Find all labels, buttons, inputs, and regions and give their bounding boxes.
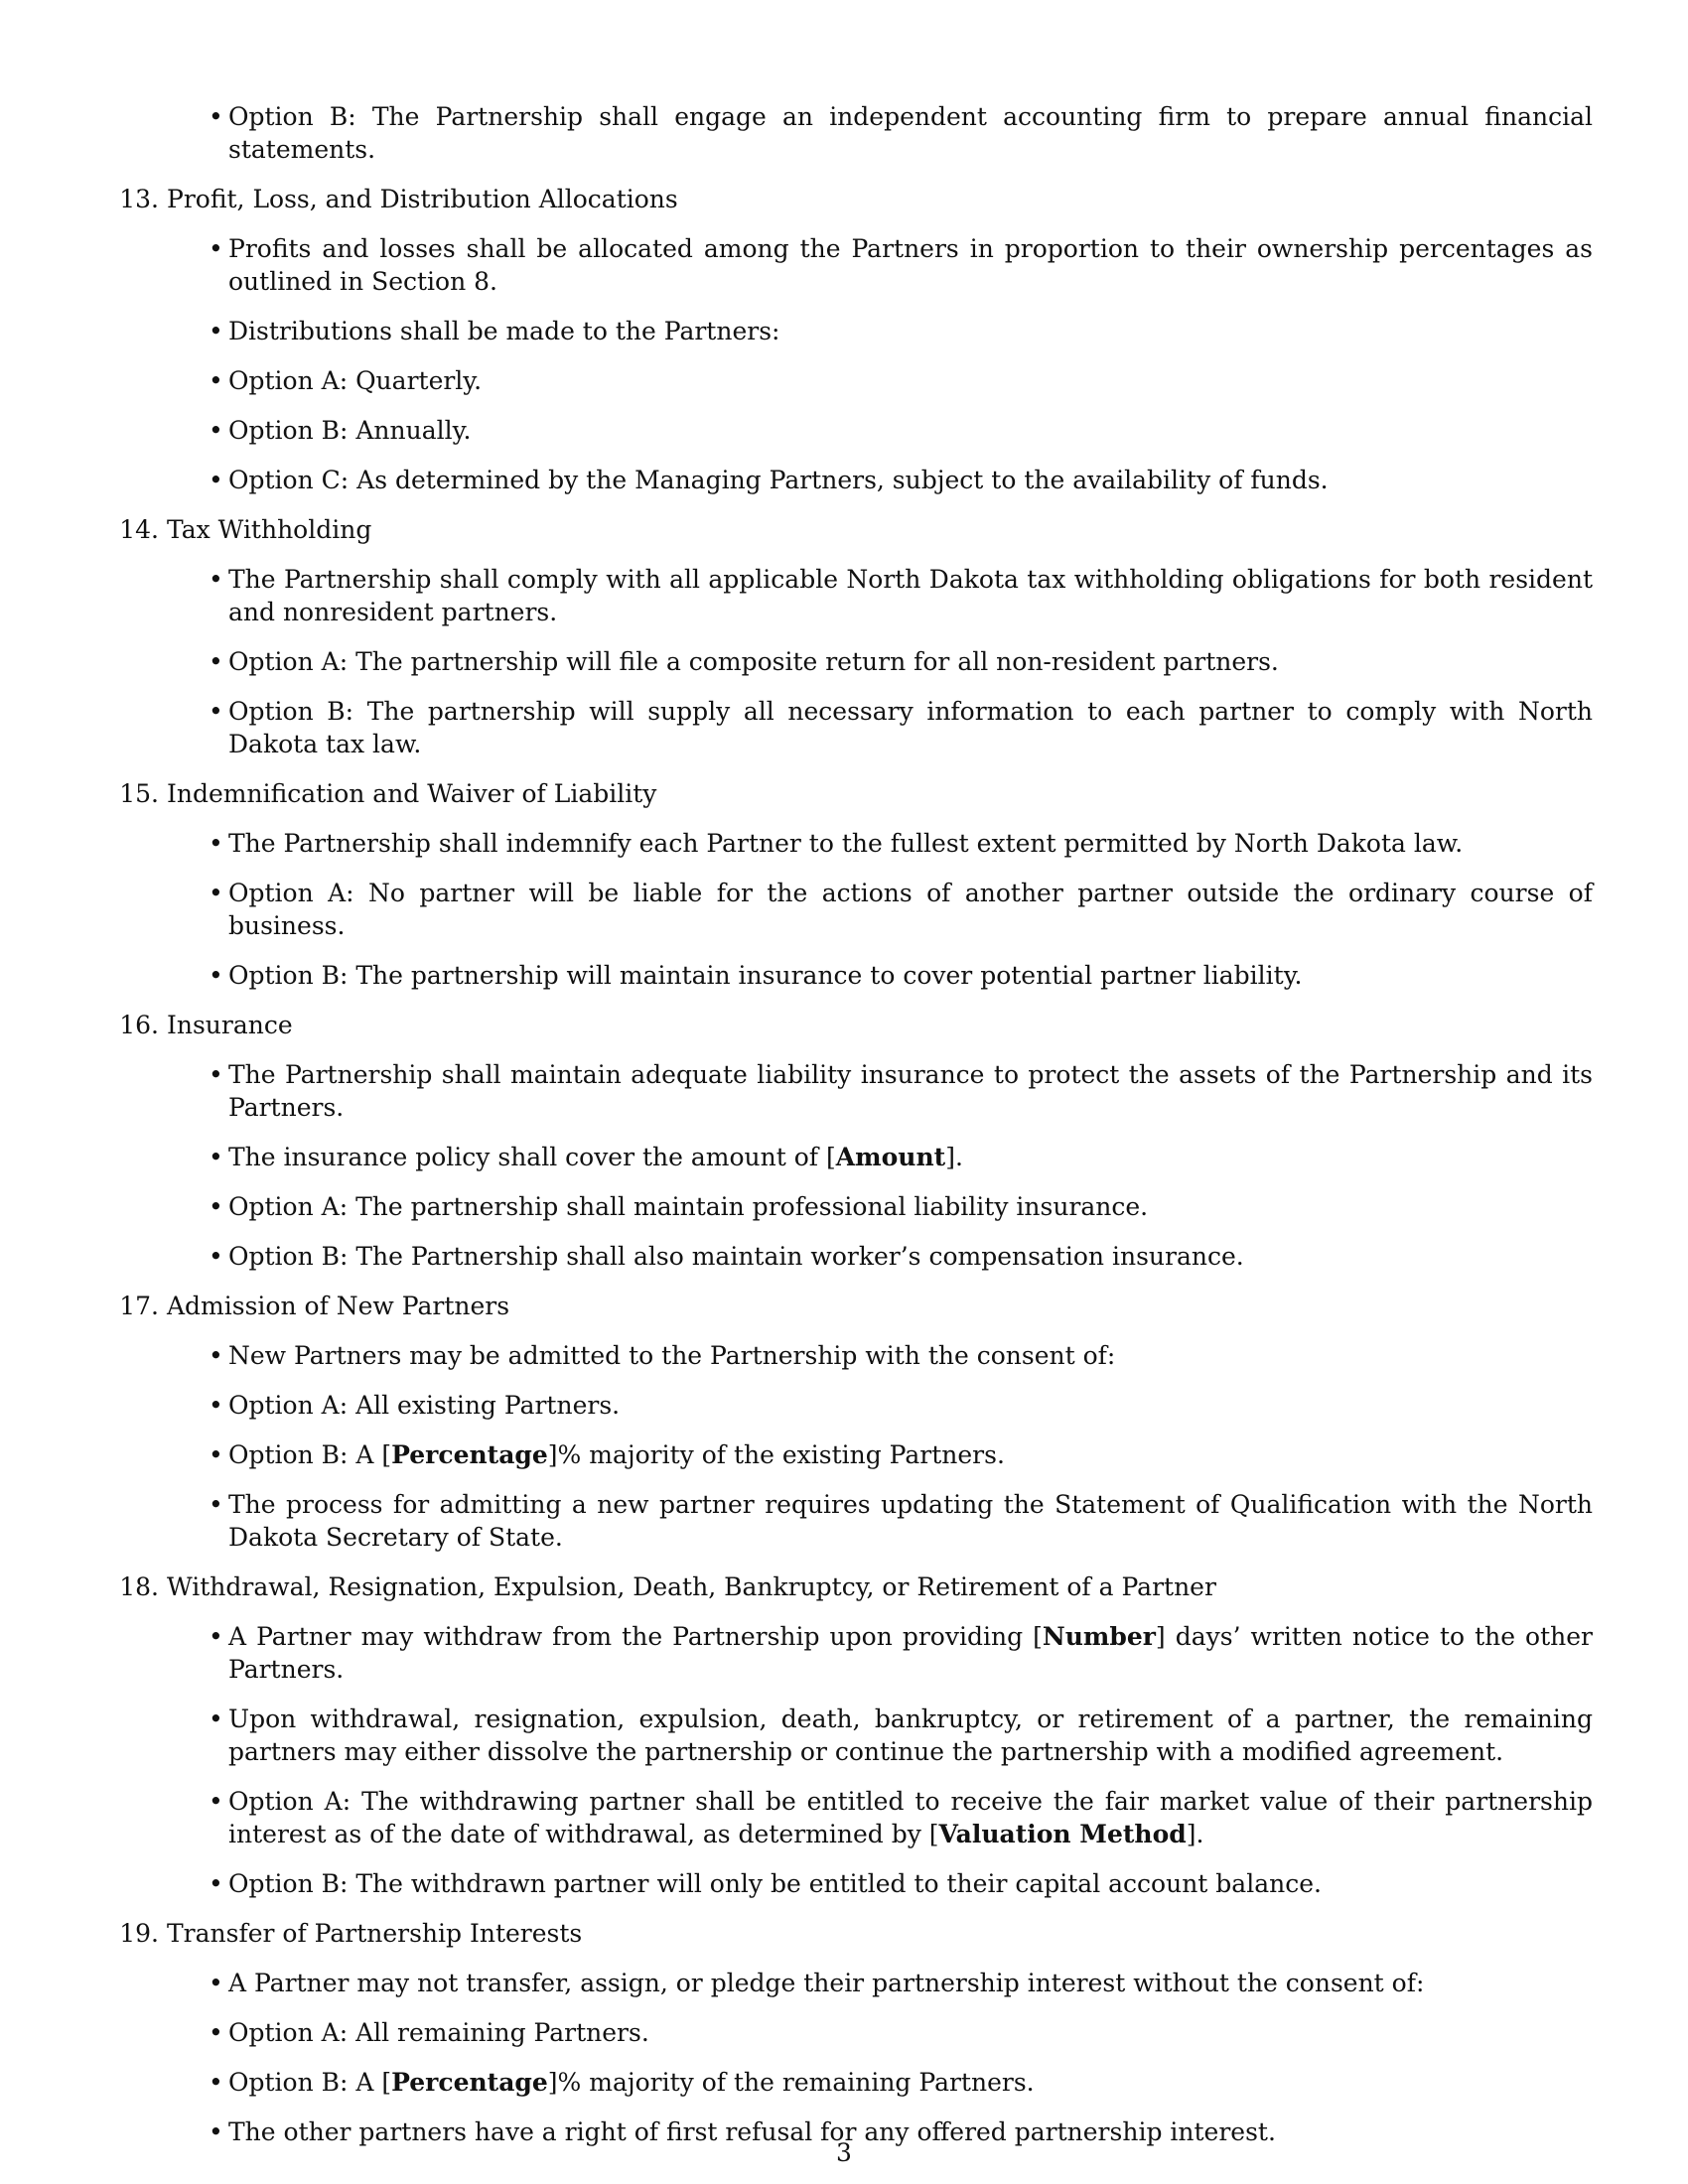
section-number: 13. xyxy=(119,185,159,213)
list-item xyxy=(167,563,1593,628)
list-item xyxy=(167,100,1593,166)
list-item-text: The Partnership shall comply with all applicable North Dakota tax withholding obligations for both resident and nonresident partners. xyxy=(228,565,1593,626)
list-item-text: Option B: A [ xyxy=(228,2068,392,2097)
section-title: Tax Withholding xyxy=(167,515,372,544)
list-item-text: The other partners have a right of first refusal for any offered partnership interest. xyxy=(228,2117,1276,2146)
list-item xyxy=(167,1141,1593,1173)
section-17 xyxy=(119,1290,1593,1554)
list-item-text: Option A: No partner will be liable for the actions of another partner outside the ordinary course of business. xyxy=(228,879,1593,940)
section-number: 14. xyxy=(119,515,159,544)
list-item-text: The process for admitting a new partner requires updating the Statement of Qualification with the North Dakota Secretary of State. xyxy=(228,1490,1593,1552)
section-number: 18. xyxy=(119,1572,159,1601)
section-heading xyxy=(119,183,1593,215)
list-item xyxy=(167,1438,1593,1471)
section-title: Insurance xyxy=(167,1011,293,1039)
list-item-text: Option A: All existing Partners. xyxy=(228,1391,621,1420)
list-item-text: Profits and losses shall be allocated among the Partners in proportion to their ownership percentages as outlined in Section 8. xyxy=(228,234,1593,296)
list-item-text: Option B: Annually. xyxy=(228,416,472,445)
list-item-text: Option B: The Partnership shall engage an independent accounting firm to prepare annual financial statements. xyxy=(228,102,1593,164)
section-title: Profit, Loss, and Distribution Allocations xyxy=(167,185,678,213)
list-item-text: Upon withdrawal, resignation, expulsion, death, bankruptcy, or retirement of a partner, the remaining partners may either dissolve the partnership or continue the partnership with a modified agreement. xyxy=(228,1705,1593,1766)
list-item xyxy=(167,2066,1593,2099)
bullet-list xyxy=(167,1620,1593,1900)
list-item-text: The insurance policy shall cover the amount of [ xyxy=(228,1143,836,1171)
section-16 xyxy=(119,1009,1593,1273)
list-item xyxy=(167,1620,1593,1686)
list-item xyxy=(167,877,1593,942)
section-14 xyxy=(119,513,1593,760)
list-item xyxy=(167,1190,1593,1223)
placeholder-field: Valuation Method xyxy=(938,1820,1187,1848)
section-15 xyxy=(119,777,1593,992)
list-item-text: Option C: As determined by the Managing Partners, subject to the availability of funds. xyxy=(228,466,1329,494)
bullet-list xyxy=(167,1339,1593,1554)
section-heading xyxy=(119,1009,1593,1041)
placeholder-field: Amount xyxy=(835,1143,946,1171)
list-item-text: Option A: The partnership will file a composite return for all non-resident partners. xyxy=(228,647,1279,676)
bullet-list xyxy=(167,827,1593,992)
list-item xyxy=(167,1867,1593,1900)
list-item xyxy=(167,1339,1593,1372)
section-19 xyxy=(119,1917,1593,2148)
document-body xyxy=(119,100,1593,2165)
list-item-text: The Partnership shall maintain adequate liability insurance to protect the assets of the Partnership and its Partners. xyxy=(228,1060,1593,1122)
list-item xyxy=(167,464,1593,496)
list-item xyxy=(167,959,1593,992)
list-item xyxy=(167,645,1593,678)
placeholder-field: Percentage xyxy=(391,1440,548,1469)
section-number: 17. xyxy=(119,1292,159,1320)
list-item xyxy=(167,1488,1593,1554)
section-title: Admission of New Partners xyxy=(167,1292,510,1320)
placeholder-field: Percentage xyxy=(391,2068,548,2097)
section-heading xyxy=(119,1570,1593,1603)
section-title: Transfer of Partnership Interests xyxy=(167,1919,583,1948)
bullet-list xyxy=(167,232,1593,496)
list-item-text: Option B: The partnership will supply all necessary information to each partner to comply with North Dakota tax law. xyxy=(228,697,1593,758)
list-item-text: ] days’ written notice to the other Partners. xyxy=(228,1622,1593,1684)
section-heading xyxy=(119,777,1593,810)
list-item-text: A Partner may withdraw from the Partnership upon providing [ xyxy=(228,1622,1043,1651)
section-heading xyxy=(119,1290,1593,1322)
placeholder-field: Number xyxy=(1042,1622,1156,1651)
list-item-text: The Partnership shall indemnify each Partner to the fullest extent permitted by North Dakota law. xyxy=(228,829,1464,858)
list-item-text: ]% majority of the remaining Partners. xyxy=(547,2068,1035,2097)
section-number: 19. xyxy=(119,1919,159,1948)
list-item-text: ]. xyxy=(1186,1820,1204,1848)
list-item-text: Option A: The partnership shall maintain professional liability insurance. xyxy=(228,1192,1149,1221)
section-title: Indemnification and Waiver of Liability xyxy=(167,779,657,808)
list-item xyxy=(167,364,1593,397)
section-13 xyxy=(119,183,1593,496)
section-heading xyxy=(119,513,1593,546)
section-title: Withdrawal, Resignation, Expulsion, Death, Bankruptcy, or Retirement of a Partner xyxy=(167,1572,1216,1601)
list-item xyxy=(167,1967,1593,1999)
list-item-text: Option B: The withdrawn partner will only be entitled to their capital account balance. xyxy=(228,1869,1322,1898)
list-item-text: Option A: All remaining Partners. xyxy=(228,2018,649,2047)
section-18 xyxy=(119,1570,1593,1900)
bullet-list xyxy=(167,1967,1593,2148)
section-number: 16. xyxy=(119,1011,159,1039)
list-item-text: Option B: A [ xyxy=(228,1440,392,1469)
list-item xyxy=(167,1703,1593,1768)
list-item xyxy=(167,827,1593,860)
bullet-list xyxy=(167,563,1593,760)
list-item xyxy=(167,1058,1593,1124)
list-item-text: A Partner may not transfer, assign, or pledge their partnership interest without the consent of: xyxy=(228,1969,1425,1997)
list-item xyxy=(167,2016,1593,2049)
list-item xyxy=(167,1240,1593,1273)
list-item-text: Option B: The partnership will maintain insurance to cover potential partner liability. xyxy=(228,961,1303,990)
list-item-text: ]% majority of the existing Partners. xyxy=(547,1440,1005,1469)
list-item xyxy=(167,695,1593,760)
list-item-text: Distributions shall be made to the Partners: xyxy=(228,317,780,345)
page-number: 3 xyxy=(836,2138,852,2167)
list-item-text: ]. xyxy=(945,1143,963,1171)
list-item xyxy=(167,1389,1593,1422)
list-item-text: Option A: Quarterly. xyxy=(228,366,483,395)
list-item xyxy=(167,1785,1593,1850)
list-item xyxy=(167,232,1593,298)
list-item xyxy=(167,414,1593,447)
section-heading xyxy=(119,1917,1593,1950)
list-item-text: New Partners may be admitted to the Partnership with the consent of: xyxy=(228,1341,1116,1370)
list-item xyxy=(167,315,1593,347)
section-number: 15. xyxy=(119,779,159,808)
list-item-text: Option B: The Partnership shall also maintain worker’s compensation insurance. xyxy=(228,1242,1244,1271)
lead-bullet-list xyxy=(167,100,1593,166)
section-list xyxy=(119,183,1593,2148)
bullet-list xyxy=(167,1058,1593,1273)
list-item-text: Option A: The withdrawing partner shall be entitled to receive the fair market value of their partnership interest as of the date of withdrawal, as determined by [ xyxy=(228,1787,1593,1848)
